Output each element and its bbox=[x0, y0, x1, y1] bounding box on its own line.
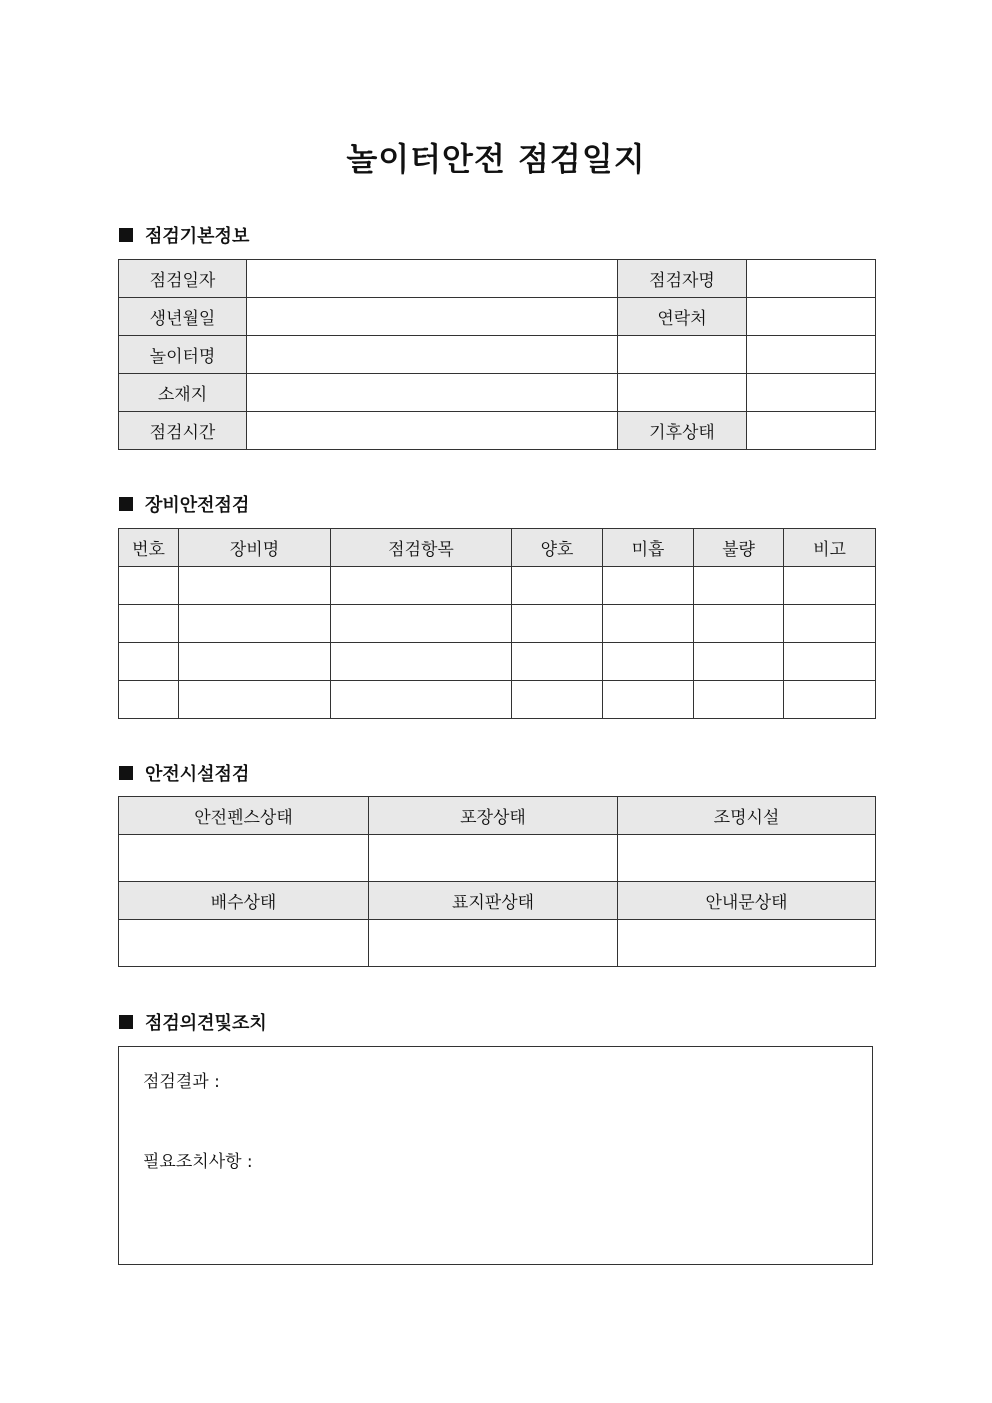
value-cell[interactable] bbox=[747, 412, 876, 450]
cell[interactable] bbox=[512, 643, 603, 681]
cell[interactable] bbox=[512, 605, 603, 643]
value-cell[interactable] bbox=[747, 336, 876, 374]
cell[interactable] bbox=[119, 567, 179, 605]
cell[interactable] bbox=[179, 567, 331, 605]
section-heading-opinion bbox=[119, 1009, 267, 1035]
column-header: 점검항목 bbox=[331, 529, 512, 567]
column-header: 배수상태 bbox=[119, 882, 369, 920]
value-cell[interactable] bbox=[747, 374, 876, 412]
table-row bbox=[119, 835, 876, 882]
label-cell: 점검일자 bbox=[119, 260, 247, 298]
square-bullet-icon bbox=[119, 228, 133, 242]
opinion-box[interactable] bbox=[118, 1046, 873, 1265]
column-header: 미흡 bbox=[603, 529, 694, 567]
table-row bbox=[119, 374, 876, 412]
cell[interactable] bbox=[603, 643, 694, 681]
value-cell[interactable] bbox=[247, 412, 618, 450]
column-header: 비고 bbox=[784, 529, 876, 567]
empty-cell[interactable] bbox=[618, 336, 747, 374]
label-cell: 기후상태 bbox=[618, 412, 747, 450]
section-heading-facilities bbox=[119, 760, 249, 786]
cell[interactable] bbox=[694, 567, 784, 605]
cell[interactable] bbox=[119, 605, 179, 643]
cell[interactable] bbox=[179, 681, 331, 719]
facilities-table bbox=[118, 796, 876, 967]
cell[interactable] bbox=[618, 835, 876, 882]
section-title: 안전시설점검 bbox=[145, 764, 250, 785]
label-cell: 소재지 bbox=[119, 374, 247, 412]
cell[interactable] bbox=[119, 681, 179, 719]
value-cell[interactable] bbox=[747, 298, 876, 336]
value-cell[interactable] bbox=[247, 336, 618, 374]
section-title: 장비안전점검 bbox=[145, 495, 250, 516]
section-heading-basic-info bbox=[119, 222, 249, 248]
section-title: 점검의견및조치 bbox=[145, 1013, 267, 1034]
table-row bbox=[119, 605, 876, 643]
page-title: 놀이터안전 점검일지 bbox=[346, 140, 646, 178]
table-row bbox=[119, 643, 876, 681]
cell[interactable] bbox=[331, 605, 512, 643]
cell[interactable] bbox=[119, 643, 179, 681]
column-header: 조명시설 bbox=[618, 797, 876, 835]
cell[interactable] bbox=[331, 567, 512, 605]
table-row bbox=[119, 920, 876, 967]
table-header-row bbox=[119, 529, 876, 567]
basic-info-table bbox=[118, 259, 876, 450]
section-title: 점검기본정보 bbox=[145, 226, 250, 247]
square-bullet-icon bbox=[119, 497, 133, 511]
label-cell: 생년월일 bbox=[119, 298, 247, 336]
cell[interactable] bbox=[119, 835, 369, 882]
table-row bbox=[119, 336, 876, 374]
cell[interactable] bbox=[784, 567, 876, 605]
value-cell[interactable] bbox=[247, 298, 618, 336]
value-cell[interactable] bbox=[247, 260, 618, 298]
cell[interactable] bbox=[369, 920, 618, 967]
cell[interactable] bbox=[694, 643, 784, 681]
cell[interactable] bbox=[784, 681, 876, 719]
table-row bbox=[119, 412, 876, 450]
cell[interactable] bbox=[179, 643, 331, 681]
column-header: 번호 bbox=[119, 529, 179, 567]
equipment-table bbox=[118, 528, 876, 719]
column-header: 장비명 bbox=[179, 529, 331, 567]
cell[interactable] bbox=[784, 643, 876, 681]
column-header: 포장상태 bbox=[369, 797, 618, 835]
table-row bbox=[119, 260, 876, 298]
cell[interactable] bbox=[512, 681, 603, 719]
table-header-row bbox=[119, 882, 876, 920]
action-label: 필요조치사항 : bbox=[143, 1152, 253, 1172]
square-bullet-icon bbox=[119, 766, 133, 780]
result-label: 점검결과 : bbox=[143, 1072, 220, 1092]
label-cell: 연락처 bbox=[618, 298, 747, 336]
cell[interactable] bbox=[694, 681, 784, 719]
cell[interactable] bbox=[179, 605, 331, 643]
label-cell: 점검자명 bbox=[618, 260, 747, 298]
cell[interactable] bbox=[331, 681, 512, 719]
cell[interactable] bbox=[784, 605, 876, 643]
empty-cell[interactable] bbox=[618, 374, 747, 412]
cell[interactable] bbox=[618, 920, 876, 967]
value-cell[interactable] bbox=[247, 374, 618, 412]
label-cell: 점검시간 bbox=[119, 412, 247, 450]
table-row bbox=[119, 681, 876, 719]
column-header: 양호 bbox=[512, 529, 603, 567]
column-header: 안내문상태 bbox=[618, 882, 876, 920]
label-cell: 놀이터명 bbox=[119, 336, 247, 374]
cell[interactable] bbox=[369, 835, 618, 882]
table-row bbox=[119, 298, 876, 336]
column-header: 불량 bbox=[694, 529, 784, 567]
cell[interactable] bbox=[603, 681, 694, 719]
cell[interactable] bbox=[603, 605, 694, 643]
table-header-row bbox=[119, 797, 876, 835]
cell[interactable] bbox=[512, 567, 603, 605]
table-row bbox=[119, 567, 876, 605]
value-cell[interactable] bbox=[747, 260, 876, 298]
column-header: 안전펜스상태 bbox=[119, 797, 369, 835]
cell[interactable] bbox=[694, 605, 784, 643]
square-bullet-icon bbox=[119, 1015, 133, 1029]
cell[interactable] bbox=[119, 920, 369, 967]
section-heading-equipment bbox=[119, 491, 249, 517]
cell[interactable] bbox=[603, 567, 694, 605]
cell[interactable] bbox=[331, 643, 512, 681]
column-header: 표지판상태 bbox=[369, 882, 618, 920]
